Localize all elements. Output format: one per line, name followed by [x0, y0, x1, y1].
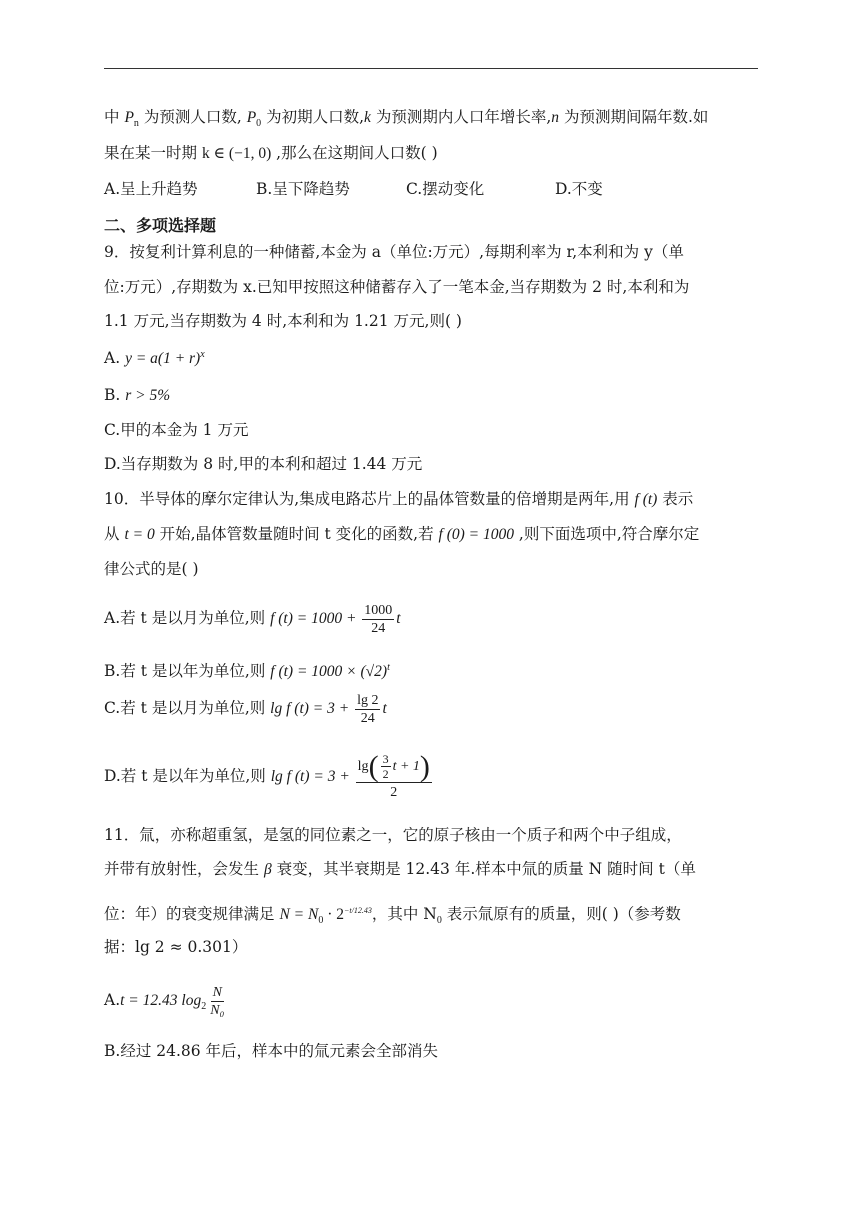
q9-option-a: A. $y = a(1 + r)^x$ — [104, 348, 205, 367]
q11-line-4: 据：lg 2 ≈ 0.301） — [104, 938, 248, 956]
q10-option-c: C.若 t 是以月为单位,则 lg f (t) = 3 + $\frac{\lg 2}{24}$ t — [104, 692, 387, 726]
q11-line-3: 位：年）的衰变规律满足 $N = N_0 \cdot 2^{-t/12.43}$，其中 $N_0$ 表示氚原有的质量，则( )（参考数 — [104, 905, 681, 927]
q8-option-c: C.摆动变化 — [406, 180, 485, 198]
q10-line-1: 10．半导体的摩尔定律认为,集成电路芯片上的晶体管数量的倍增期是两年,用 f (t) 表示 — [104, 490, 694, 508]
q10-option-d: D.若 t 是以年为单位,则 lg f (t) = 3 + lg ( $\frac{3}{2}$ t + 1 ) 2 — [104, 748, 434, 805]
q8-line-1: 中 $P_n$ 为预测人口数, $P_0$ 为初期人口数,k 为预测期内人口年增长率,n 为预测期间隔年数.如 — [104, 108, 709, 130]
q9-line-2: 位:万元）,存期数为 x.已知甲按照这种储蓄存入了一笔本金,当存期数为 2 时,本利和为 — [104, 278, 690, 296]
section-title: 二、多项选择题 — [104, 216, 217, 235]
q9-option-d: D.当存期数为 8 时,甲的本利和超过 1.44 万元 — [104, 455, 423, 473]
q11-a-fraction: $\frac{N}{\text{N₀}}$ — [210, 984, 225, 1018]
q8-option-a: A.呈上升趋势 — [104, 180, 198, 198]
q9-line-1: 9．按复利计算利息的一种储蓄,本金为 a（单位:万元）,每期利率为 r,本利和为 y（单 — [104, 243, 684, 261]
q8-line-2: 果在某一时期 k ∈ (−1, 0) ,那么在这期间人口数( ) — [104, 144, 438, 162]
q10-a-fraction: $\frac{1000}{24}$ — [364, 602, 393, 636]
q8-option-d: D.不变 — [555, 180, 603, 198]
q10-line-2: 从 t = 0 开始,晶体管数量随时间 t 变化的函数,若 f (0) = 1000 ,则下面选项中,符合摩尔定 — [104, 525, 700, 543]
header-rule — [104, 68, 758, 69]
q10-c-fraction: $\frac{\lg 2}{24}$ — [357, 692, 379, 726]
q9-line-3: 1.1 万元,当存期数为 4 时,本利和为 1.21 万元,则( ) — [104, 312, 462, 330]
q9-option-c: C.甲的本金为 1 万元 — [104, 421, 249, 439]
q10-option-a: A.若 t 是以月为单位,则 f (t) = 1000 + $\frac{1000}{24}$ t — [104, 602, 401, 636]
q10-d-fraction: lg ( $\frac{3}{2}$ t + 1 ) 2 — [357, 749, 430, 800]
q9-option-b: B. r > 5% — [104, 386, 171, 404]
q11-line-2: 并带有放射性，会发生 β 衰变，其半衰期是 12.43 年.样本中氚的质量 N 随时间 t（单 — [104, 860, 696, 878]
q10-line-3: 律公式的是( ) — [104, 560, 199, 578]
q8-option-b: B.呈下降趋势 — [256, 180, 350, 198]
q11-line-1: 11．氚，亦称超重氢，是氢的同位素之一，它的原子核由一个质子和两个中子组成， — [104, 826, 682, 844]
q11-option-b: B.经过 24.86 年后，样本中的氚元素会全部消失 — [104, 1042, 439, 1060]
q11-option-a: A.t = 12.43 $\log_2$ $\frac{N}{\text{N₀}}$ — [104, 984, 225, 1018]
q10-option-b: B.若 t 是以年为单位,则 f $(t) = 1000 \times (√2)^t$ — [104, 661, 390, 680]
q8-condition: k ∈ (−1, 0) — [201, 145, 272, 162]
